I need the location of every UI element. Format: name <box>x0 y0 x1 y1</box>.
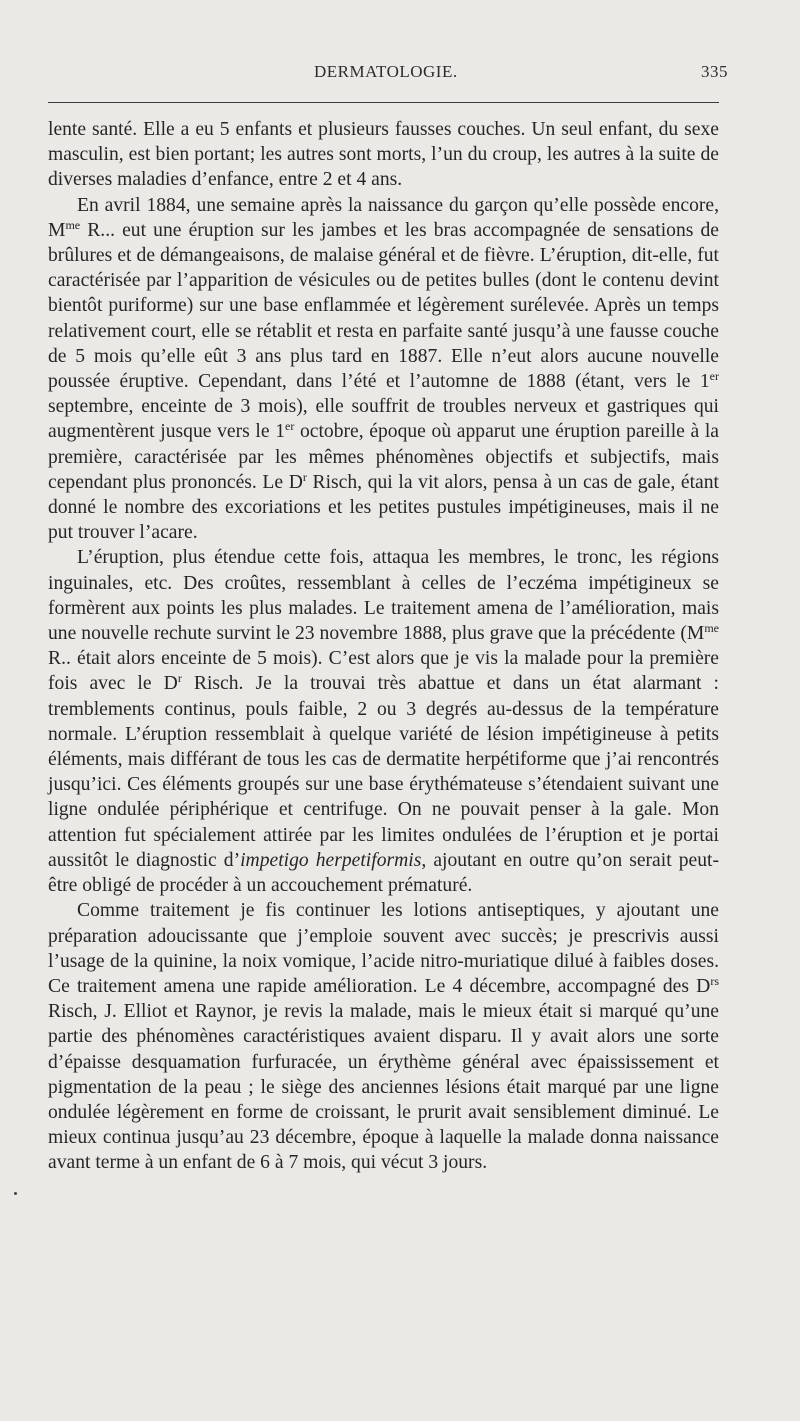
text-run: R... eut une éruption sur les jambes et les bras accompagnée de sensations de brûlures et de démangeaisons, de malaise général et de fièvre. L’éruption, dit-elle, fut caractérisée par l’apparition de vésicules ou de petites bulles (dont le contenu devint bientôt puriforme) sur une base enflammée et légèrement surélevée. Après un temps relativement court, elle se rétablit et resta en parfaite santé jusqu’à une fausse couche de 5 mois qu’elle eût 3 ans plus tard en 1887. Elle n’eut alors aucune nouvelle poussée éruptive. Cependant, dans l’été et l’automne de 1888 (étant, vers le 1 <box>48 219 719 393</box>
text-run: Risch, J. Elliot et Raynor, je revis la malade, mais le mieux était si marqué qu’une partie des phénomènes caractéristiques avaient disparu. Il y avait alors une sorte d’épaisse desquamation furfuracée, un érythème général avec épaississement et pigmentation de la peau ; le siège des anciennes lésions était marqué par une ligne ondulée légèrement en forme de croissant, le prurit avait sensiblement diminué. Le mieux continua jusqu’au 23 décembre, époque à laquelle la malade donna naissance avant terme à un enfant de 6 à 7 mois, qui vécut 3 jours. <box>48 1001 719 1174</box>
margin-mark <box>14 1192 17 1195</box>
superscript: er <box>709 369 719 384</box>
header-rule <box>48 102 719 103</box>
text-run: L’éruption, plus étendue cette fois, attaqua les membres, le tronc, les régions inguinales, etc. Des croûtes, ressemblant à celles de l’eczéma impétigineux se formèrent aux points les plus malades. Le traitement amena de l’amélioration, mais une nouvelle rechute survint le 23 novembre 1888, plus grave que la précédente (M <box>48 547 719 645</box>
italic-term: impetigo herpetiformis <box>240 849 422 871</box>
paragraph-1 <box>48 117 719 193</box>
running-head <box>48 62 728 88</box>
paragraph-text: lente santé. Elle a eu 5 enfants et plusieurs fausses couches. Un seul enfant, du sexe masculin, est bien portant; les autres sont morts, l’un du croup, les autres à la suite de diverses maladies d’enfance, entre 2 et 4 ans. <box>48 119 719 191</box>
superscript: me <box>65 217 81 232</box>
text-run: En avril 1884, une semaine après la naissance du garçon qu’elle possède encore, M <box>48 194 719 241</box>
body-text <box>48 117 719 1176</box>
text-run: octobre, époque où apparut une éruption pareille à la première, caractérisée par les mêmes phénomènes objectifs et subjectifs, mais cependant plus prononcés. Le D <box>48 421 719 493</box>
paragraph-4 <box>48 898 719 1175</box>
superscript: er <box>285 419 295 434</box>
superscript: rs <box>710 973 719 988</box>
text-run: Comme traitement je fis continuer les lotions antiseptiques, y ajoutant une préparation adoucissante que j’emploie souvent avec succès; je prescrivis aussi l’usage de la quinine, la noix vomique, l’acide nitro-muriatique dilué à faibles doses. Ce traitement amena une rapide amélioration. Le 4 décembre, accompagné des D <box>48 900 719 997</box>
text-run: septembre, enceinte de 3 mois), elle souffrit de troubles nerveux et gastriques qui augmentèrent jusque vers le 1 <box>48 396 719 443</box>
text-run: Risch, qui la vit alors, pensa à un cas de gale, étant donné le nombre des excoriations et les petites pustules impétigineuses, mais il ne put trouver l’acare. <box>48 471 719 544</box>
superscript: r <box>302 469 307 484</box>
text-run: , ajoutant en outre qu’on serait peut-être obligé de procéder à un accouchement prématuré. <box>48 849 719 897</box>
text-run: R.. était alors enceinte de 5 mois). C’est alors que je vis la malade pour la première fois avec le D <box>48 648 719 695</box>
superscript: me <box>704 621 719 636</box>
running-title: DERMATOLOGIE. <box>314 62 458 81</box>
paragraph-3 <box>48 545 719 898</box>
superscript: r <box>177 671 182 686</box>
page-number: 335 <box>701 62 728 81</box>
paragraph-2 <box>48 193 719 546</box>
text-run: Risch. Je la trouvai très abattue et dans un état alarmant : tremblements continus, pouls faible, 2 ou 3 degrés au-dessus de la température normale. L’éruption ressemblait à quelque variété de lésion impétigineuse à petits éléments, mais différant de tous les cas de dermatite herpétiforme que j’ai rencontrés jusqu’ici. Ces éléments groupés sur une base érythémateuse s’étendaient suivant une ligne ondulée périphérique et centrifuge. On ne pouvait penser à la gale. Mon attention fut spécialement attirée par les limites ondulées de l’éruption et je portai aussitôt le diagnostic d’ <box>48 673 719 871</box>
